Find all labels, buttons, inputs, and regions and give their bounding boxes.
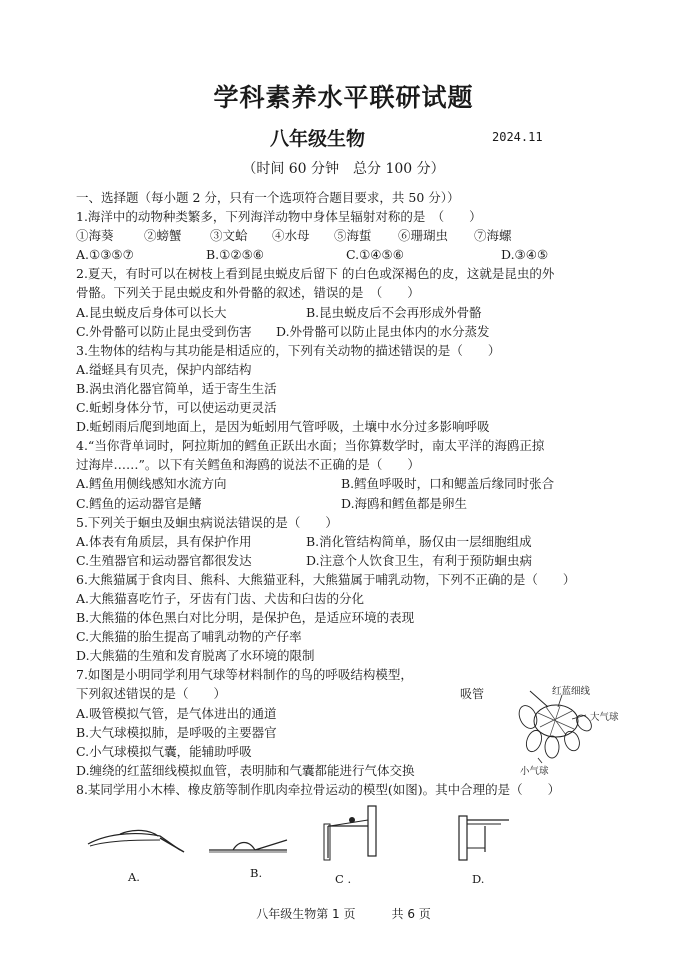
straw-label: 吸管	[460, 687, 485, 701]
q5-option-b: B.消化管结构简单，肠仅由一层细胞组成	[306, 533, 532, 549]
q2-stem-line2: 骨骼。下列关于昆虫蜕皮和外骨骼的叙述，错误的是 （ ）	[76, 285, 420, 301]
q3-option-b: B.涡虫消化器官简单，适于寄生生活	[76, 380, 277, 396]
q1-options	[76, 245, 616, 264]
q1-item: ④水母	[272, 228, 310, 244]
q2-option-c: C.外骨骼可以防止昆虫受到伤害	[76, 323, 252, 339]
q5-option-a: A.体表有角质层，具有保护作用	[76, 533, 252, 549]
q7-stem-line2: 下列叙述错误的是（ ）	[76, 686, 227, 702]
q4-option-b: B.鳕鱼呼吸时，口和鳃盖后缘同时张合	[341, 476, 555, 492]
q2-stem-line1: 2.夏天，有时可以在树枝上看到昆虫蜕皮后留下 的白色或深褐色的皮，这就是昆虫的外	[76, 266, 555, 282]
q6-option-d: D.大熊猫的生殖和发育脱离了水环境的限制	[76, 648, 315, 664]
q7-option-a: A.吸管模拟气管，是气体进出的通道	[76, 705, 277, 721]
model-a-label: A.	[128, 870, 140, 884]
section-heading: 一、选择题（每小题 2 分，只有一个选项符合题目要求，共 50 分））	[76, 190, 460, 205]
q7-option-c: C.小气球模拟气囊，能辅助呼吸	[76, 743, 252, 759]
q4-stem-line2: 过海岸……”。以下有关鳕鱼和海鸥的说法不正确的是（ ）	[76, 457, 420, 473]
q6-option-c: C.大熊猫的胎生提高了哺乳动物的产仔率	[76, 629, 302, 645]
q6-stem: 6.大熊猫属于食肉目、熊科、大熊猫亚科，大熊猫属于哺乳动物，下列不正确的是（ ）	[76, 571, 576, 587]
q7-option-b: B.大气球模拟肺，是呼吸的主要器官	[76, 724, 277, 740]
q1-item: ②螃蟹	[144, 228, 182, 244]
exam-title: 学科素养水平联研试题	[213, 83, 474, 112]
q1-item: ③文蛤	[210, 228, 248, 244]
page-footer: 八年级生物第 1 页 共 6 页	[256, 907, 431, 921]
model-a-drawing	[80, 822, 190, 862]
q4-option-a: A.鳕鱼用侧线感知水流方向	[76, 476, 227, 492]
q7-stem-line1: 7.如图是小明同学利用气球等材料制作的鸟的呼吸结构模型，	[76, 667, 413, 683]
q8-stem: 8.某同学用小木棒、橡皮筋等制作肌肉牵拉骨运动的模型(如图)。其中合理的是（ ）	[76, 781, 561, 797]
q2-option-a: A.昆虫蜕皮后身体可以长大	[76, 304, 227, 320]
q5-option-d: D.注意个人饮食卫生，有利于预防蛔虫病	[306, 552, 533, 568]
q3-option-c: C.蚯蚓身体分节，可以使运动更灵活	[76, 400, 277, 416]
q1-item: ①海葵	[76, 228, 114, 244]
q4-options-ab	[76, 474, 616, 493]
q4-option-d: D.海鸥和鳕鱼都是卵生	[341, 495, 468, 511]
q1-item: ⑤海蜇	[334, 228, 372, 244]
exam-date: 2024.11	[492, 130, 543, 144]
q2-options-ab	[76, 303, 616, 322]
model-b-label: B.	[250, 866, 263, 880]
q2-options-cd	[76, 322, 616, 341]
small-balloon-label: 小气球	[520, 766, 549, 777]
q1-items	[76, 226, 616, 245]
q7-option-d: D.缠绕的红蓝细线模拟血管，表明肺和气囊都能进行气体交换	[76, 762, 415, 778]
q4-options-cd	[76, 494, 616, 513]
q5-options-ab	[76, 532, 616, 551]
q3-option-a: A.缢蛏具有贝壳，保护内部结构	[76, 361, 252, 377]
balloon-model-drawing	[500, 683, 620, 778]
time-score-info: （时间 60 分钟 总分 100 分）	[242, 161, 445, 177]
q2-option-d: D.外骨骼可以防止昆虫体内的水分蒸发	[276, 323, 490, 339]
q3-stem: 3.生物体的结构与其功能是相适应的，下列有关动物的描述错误的是（ ）	[76, 342, 501, 358]
q5-option-c: C.生殖器官和运动器官都很发达	[76, 552, 252, 568]
q1-option-b: B.①②⑤⑥	[206, 247, 264, 263]
q3-option-d: D.蚯蚓雨后爬到地面上，是因为蚯蚓用气管呼吸，土壤中水分过多影响呼吸	[76, 419, 490, 435]
q5-options-cd	[76, 551, 616, 570]
q1-stem: 1.海洋中的动物种类繁多，下列海洋动物中身体呈辐射对称的是 （ ）	[76, 209, 482, 225]
model-d-drawing	[455, 808, 515, 864]
q5-stem: 5.下列关于蛔虫及蛔虫病说法错误的是（ ）	[76, 514, 338, 530]
q4-option-c: C.鳕鱼的运动器官是鳍	[76, 495, 202, 511]
q1-item: ⑥珊瑚虫	[398, 228, 449, 244]
q6-option-a: A.大熊猫喜吃竹子，牙齿有门齿、犬齿和臼齿的分化	[76, 590, 365, 606]
model-d-label: D.	[472, 872, 485, 886]
subject-title: 八年级生物	[270, 128, 366, 150]
model-c-drawing	[318, 804, 388, 864]
q1-option-a: A.①③⑤⑦	[76, 247, 134, 263]
q6-option-b: B.大熊猫的体色黑白对比分明，是保护色，是适应环境的表现	[76, 610, 415, 626]
muscle-model-figures	[80, 822, 640, 892]
big-balloon-label: 大气球	[590, 712, 619, 723]
q1-option-c: C.①④⑤⑥	[346, 247, 404, 263]
q1-item: ⑦海螺	[474, 228, 512, 244]
model-b-drawing	[205, 830, 295, 862]
bird-respiration-model-figure	[460, 683, 620, 778]
thread-label: 红蓝细线	[552, 686, 591, 697]
q1-option-d: D.③④⑤	[501, 247, 549, 263]
q4-stem-line1: 4.“当你背单词时，阿拉斯加的鳕鱼正跃出水面；当你算数学时，南太平洋的海鸥正掠	[76, 438, 545, 454]
q2-option-b: B.昆虫蜕皮后不会再形成外骨骼	[306, 304, 482, 320]
model-c-label: C .	[335, 872, 352, 886]
